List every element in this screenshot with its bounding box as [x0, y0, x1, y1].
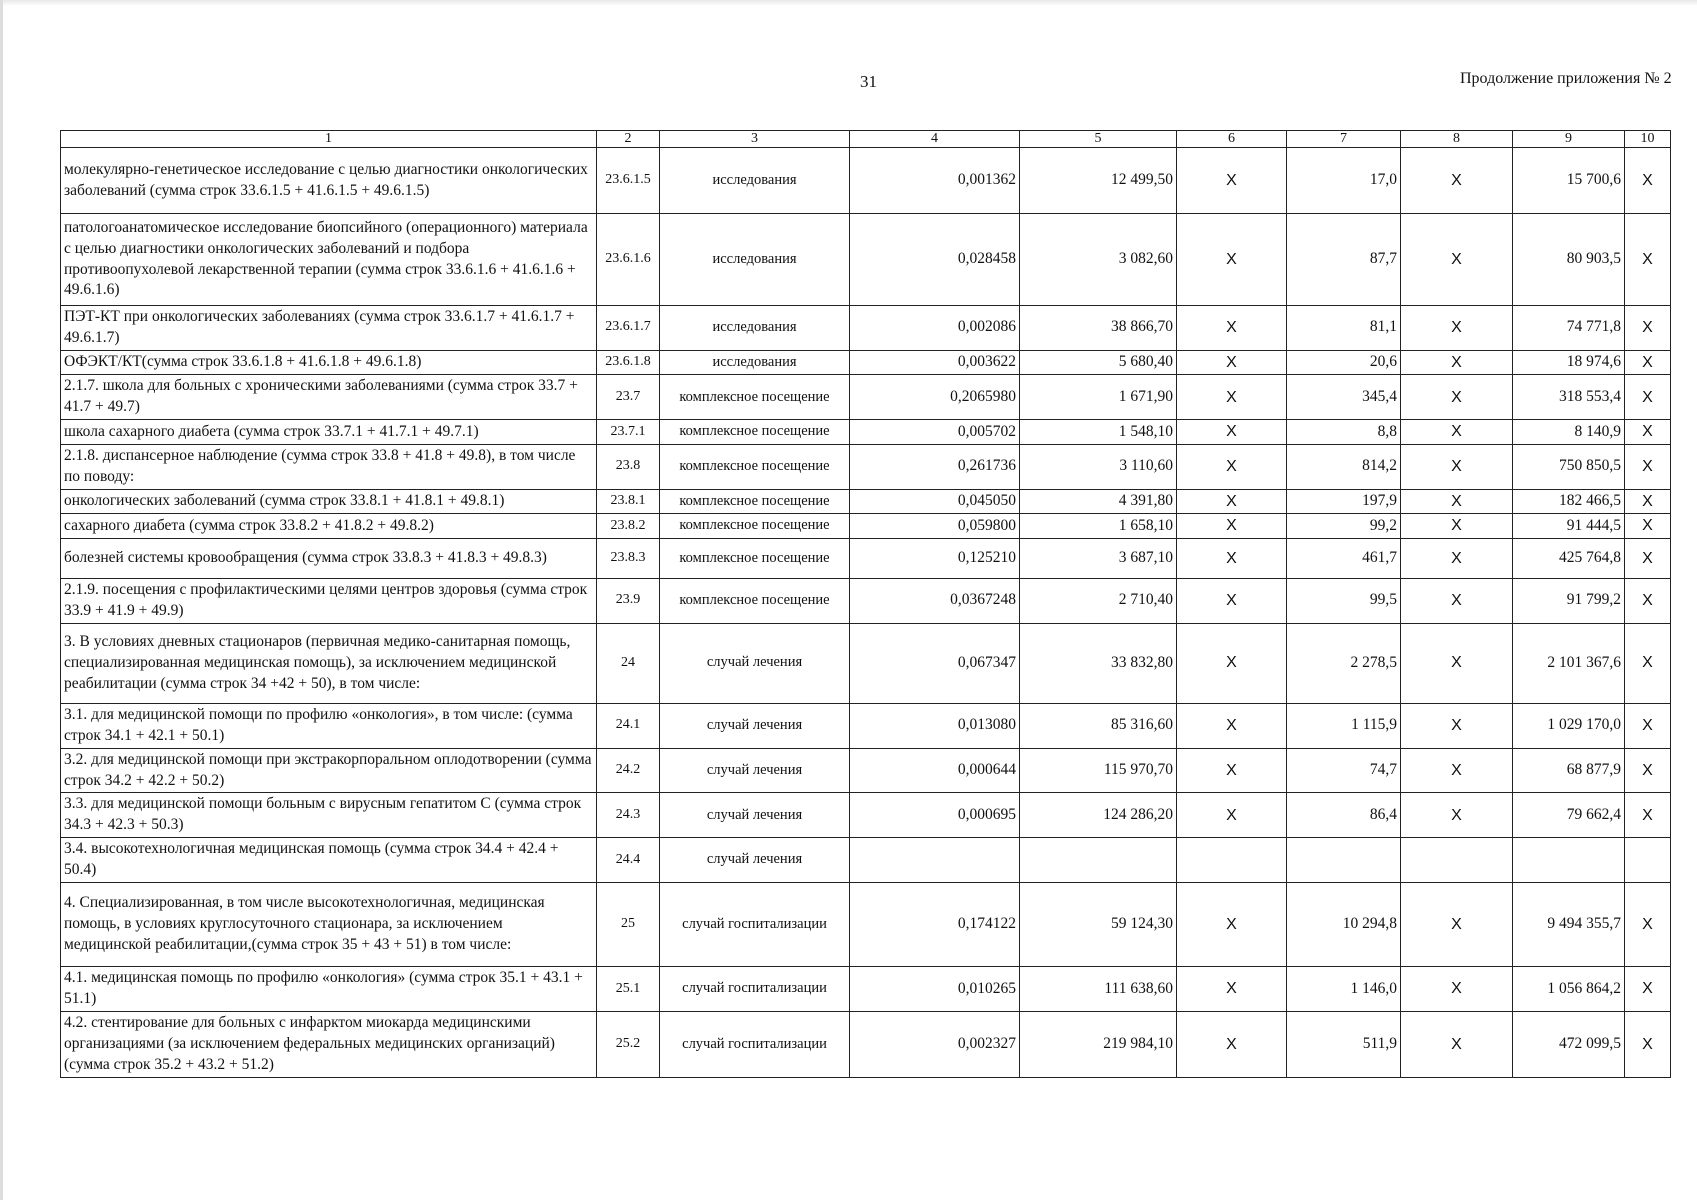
cell-c5: [1020, 838, 1177, 883]
table-row: [61, 306, 1671, 351]
cell-c4: 0,002086: [850, 306, 1020, 351]
cell-c6: X: [1177, 350, 1287, 375]
cell-c8: X: [1401, 489, 1513, 514]
cell-c8: X: [1401, 420, 1513, 445]
cell-c1: 3.1. для медицинской помощи по профилю «онкология», в том числе: (сумма строк 34.1 + 42.1 + 50.1): [61, 703, 597, 748]
cell-c1: 3. В условиях дневных стационаров (первичная медико-санитарная помощь, специализированная медицинская помощь), за исключением медицинской реабилитации (сумма строк 34 +42 + 50), в том числе:: [61, 623, 597, 703]
cell-c1: 4.2. стентирование для больных с инфарктом миокарда медицинскими организациями (за исключением федеральных медицинских организаций) (сумма строк 35.2 + 43.2 + 51.2): [61, 1011, 597, 1077]
cell-c8: X: [1401, 375, 1513, 420]
table-row: [61, 350, 1671, 375]
cell-c5: 38 866,70: [1020, 306, 1177, 351]
cell-c2: 23.8.3: [597, 538, 660, 578]
header-row: [61, 131, 1671, 148]
cell-c10: X: [1625, 375, 1671, 420]
cell-c6: X: [1177, 420, 1287, 445]
cell-c1: болезней системы кровообращения (сумма строк 33.8.3 + 41.8.3 + 49.8.3): [61, 538, 597, 578]
cell-c5: 124 286,20: [1020, 793, 1177, 838]
cell-c4: 0,261736: [850, 444, 1020, 489]
cell-c4: 0,2065980: [850, 375, 1020, 420]
cell-c7: 86,4: [1287, 793, 1401, 838]
cell-c3: случай лечения: [660, 838, 850, 883]
cell-c9: 1 056 864,2: [1513, 967, 1625, 1012]
cell-c10: [1625, 838, 1671, 883]
cell-c4: 0,010265: [850, 967, 1020, 1012]
table-row: [61, 489, 1671, 514]
cell-c10: X: [1625, 703, 1671, 748]
cell-c4: 0,045050: [850, 489, 1020, 514]
table-row: [61, 703, 1671, 748]
cell-c3: исследования: [660, 350, 850, 375]
cell-c5: 59 124,30: [1020, 883, 1177, 967]
column-header-3: 3: [660, 131, 850, 148]
cell-c7: 74,7: [1287, 748, 1401, 793]
cell-c3: комплексное посещение: [660, 538, 850, 578]
cell-c3: исследования: [660, 214, 850, 306]
cell-c1: 3.2. для медицинской помощи при экстракорпоральном оплодотворении (сумма строк 34.2 + 42.2 + 50.2): [61, 748, 597, 793]
cell-c6: X: [1177, 703, 1287, 748]
cell-c10: X: [1625, 967, 1671, 1012]
cell-c5: 33 832,80: [1020, 623, 1177, 703]
cell-c2: 24.3: [597, 793, 660, 838]
cell-c5: 3 082,60: [1020, 214, 1177, 306]
cell-c8: [1401, 838, 1513, 883]
cell-c6: X: [1177, 538, 1287, 578]
cell-c1: онкологических заболеваний (сумма строк 33.8.1 + 41.8.1 + 49.8.1): [61, 489, 597, 514]
cell-c7: 10 294,8: [1287, 883, 1401, 967]
cell-c2: 23.7: [597, 375, 660, 420]
column-header-4: 4: [850, 131, 1020, 148]
cell-c4: 0,174122: [850, 883, 1020, 967]
cell-c5: 3 687,10: [1020, 538, 1177, 578]
cell-c10: X: [1625, 1011, 1671, 1077]
cell-c2: 23.6.1.8: [597, 350, 660, 375]
cell-c8: X: [1401, 350, 1513, 375]
table-row: [61, 514, 1671, 539]
cell-c1: патологоанатомическое исследование биопсийного (операционного) материала с целью диагностики онкологических заболеваний и подбора противоопухолевой лекарственной терапии (сумма строк 33.6.1.6 + 41.6.1.6 + 49.6.1.6): [61, 214, 597, 306]
data-table: [60, 130, 1671, 1078]
cell-c3: случай госпитализации: [660, 883, 850, 967]
cell-c2: 23.7.1: [597, 420, 660, 445]
cell-c2: 23.8.2: [597, 514, 660, 539]
cell-c2: 23.9: [597, 578, 660, 623]
cell-c2: 24: [597, 623, 660, 703]
cell-c8: X: [1401, 214, 1513, 306]
cell-c2: 23.6.1.6: [597, 214, 660, 306]
cell-c3: случай лечения: [660, 793, 850, 838]
cell-c5: 12 499,50: [1020, 148, 1177, 214]
cell-c7: 2 278,5: [1287, 623, 1401, 703]
cell-c3: комплексное посещение: [660, 444, 850, 489]
cell-c3: случай госпитализации: [660, 967, 850, 1012]
cell-c3: комплексное посещение: [660, 489, 850, 514]
cell-c9: 74 771,8: [1513, 306, 1625, 351]
cell-c10: X: [1625, 623, 1671, 703]
cell-c4: 0,067347: [850, 623, 1020, 703]
cell-c1: 4.1. медицинская помощь по профилю «онкология» (сумма строк 35.1 + 43.1 + 51.1): [61, 967, 597, 1012]
cell-c3: комплексное посещение: [660, 514, 850, 539]
cell-c6: X: [1177, 306, 1287, 351]
cell-c4: 0,003622: [850, 350, 1020, 375]
cell-c1: 2.1.9. посещения с профилактическими целями центров здоровья (сумма строк 33.9 + 41.9 + 49.9): [61, 578, 597, 623]
cell-c7: 99,5: [1287, 578, 1401, 623]
cell-c5: 4 391,80: [1020, 489, 1177, 514]
column-header-8: 8: [1401, 131, 1513, 148]
column-header-7: 7: [1287, 131, 1401, 148]
cell-c4: 0,001362: [850, 148, 1020, 214]
cell-c2: 23.8.1: [597, 489, 660, 514]
table-row: [61, 578, 1671, 623]
cell-c10: X: [1625, 793, 1671, 838]
cell-c7: 87,7: [1287, 214, 1401, 306]
cell-c8: X: [1401, 306, 1513, 351]
column-header-5: 5: [1020, 131, 1177, 148]
table-row: [61, 538, 1671, 578]
cell-c9: 425 764,8: [1513, 538, 1625, 578]
cell-c2: 23.8: [597, 444, 660, 489]
cell-c7: 20,6: [1287, 350, 1401, 375]
cell-c7: 1 115,9: [1287, 703, 1401, 748]
cell-c7: 461,7: [1287, 538, 1401, 578]
column-header-2: 2: [597, 131, 660, 148]
cell-c6: X: [1177, 967, 1287, 1012]
cell-c9: 1 029 170,0: [1513, 703, 1625, 748]
scan-edge-top: [0, 0, 1697, 6]
cell-c5: 1 658,10: [1020, 514, 1177, 539]
cell-c3: случай лечения: [660, 703, 850, 748]
cell-c9: 472 099,5: [1513, 1011, 1625, 1077]
cell-c8: X: [1401, 148, 1513, 214]
cell-c8: X: [1401, 748, 1513, 793]
cell-c5: 111 638,60: [1020, 967, 1177, 1012]
table-row: [61, 214, 1671, 306]
column-header-6: 6: [1177, 131, 1287, 148]
cell-c9: 182 466,5: [1513, 489, 1625, 514]
scan-edge-left: [0, 0, 3, 1200]
cell-c4: 0,0367248: [850, 578, 1020, 623]
cell-c10: X: [1625, 148, 1671, 214]
cell-c6: X: [1177, 578, 1287, 623]
cell-c9: 8 140,9: [1513, 420, 1625, 445]
table-row: [61, 375, 1671, 420]
cell-c8: X: [1401, 703, 1513, 748]
cell-c9: 91 799,2: [1513, 578, 1625, 623]
cell-c7: 511,9: [1287, 1011, 1401, 1077]
cell-c5: 5 680,40: [1020, 350, 1177, 375]
cell-c2: 25: [597, 883, 660, 967]
cell-c4: 0,000695: [850, 793, 1020, 838]
cell-c9: 80 903,5: [1513, 214, 1625, 306]
cell-c3: случай лечения: [660, 748, 850, 793]
cell-c2: 25.2: [597, 1011, 660, 1077]
cell-c9: 91 444,5: [1513, 514, 1625, 539]
cell-c5: 85 316,60: [1020, 703, 1177, 748]
page-number: 31: [860, 72, 877, 91]
cell-c7: [1287, 838, 1401, 883]
table-row: [61, 148, 1671, 214]
cell-c4: 0,000644: [850, 748, 1020, 793]
cell-c1: 4. Специализированная, в том числе высокотехнологичная, медицинская помощь, в условиях круглосуточного стационара, за исключением медицинской реабилитации,(сумма строк 35 + 43 + 51) в том числе:: [61, 883, 597, 967]
cell-c9: 68 877,9: [1513, 748, 1625, 793]
cell-c9: 18 974,6: [1513, 350, 1625, 375]
cell-c3: случай лечения: [660, 623, 850, 703]
cell-c4: 0,125210: [850, 538, 1020, 578]
cell-c6: X: [1177, 489, 1287, 514]
cell-c4: 0,002327: [850, 1011, 1020, 1077]
cell-c7: 81,1: [1287, 306, 1401, 351]
cell-c8: X: [1401, 538, 1513, 578]
cell-c8: X: [1401, 1011, 1513, 1077]
cell-c5: 3 110,60: [1020, 444, 1177, 489]
cell-c2: 24.1: [597, 703, 660, 748]
cell-c6: X: [1177, 444, 1287, 489]
cell-c4: [850, 838, 1020, 883]
table-row: [61, 444, 1671, 489]
table-row: [61, 748, 1671, 793]
cell-c6: X: [1177, 883, 1287, 967]
cell-c8: X: [1401, 883, 1513, 967]
cell-c9: 750 850,5: [1513, 444, 1625, 489]
cell-c8: X: [1401, 623, 1513, 703]
cell-c10: X: [1625, 883, 1671, 967]
cell-c1: 2.1.8. диспансерное наблюдение (сумма строк 33.8 + 41.8 + 49.8), в том числе по поводу:: [61, 444, 597, 489]
cell-c10: X: [1625, 538, 1671, 578]
cell-c8: X: [1401, 514, 1513, 539]
table-row: [61, 420, 1671, 445]
cell-c9: 2 101 367,6: [1513, 623, 1625, 703]
cell-c5: 1 548,10: [1020, 420, 1177, 445]
cell-c10: X: [1625, 444, 1671, 489]
cell-c4: 0,013080: [850, 703, 1020, 748]
column-header-1: 1: [61, 131, 597, 148]
table-body: [61, 148, 1671, 1078]
cell-c8: X: [1401, 444, 1513, 489]
cell-c1: 3.3. для медицинской помощи больным с вирусным гепатитом С (сумма строк 34.3 + 42.3 + 50.3): [61, 793, 597, 838]
cell-c6: X: [1177, 375, 1287, 420]
cell-c1: ОФЭКТ/КТ(сумма строк 33.6.1.8 + 41.6.1.8 + 49.6.1.8): [61, 350, 597, 375]
cell-c3: комплексное посещение: [660, 578, 850, 623]
cell-c9: 318 553,4: [1513, 375, 1625, 420]
cell-c9: 9 494 355,7: [1513, 883, 1625, 967]
cell-c9: [1513, 838, 1625, 883]
column-header-10: 10: [1625, 131, 1671, 148]
cell-c4: 0,028458: [850, 214, 1020, 306]
cell-c3: исследования: [660, 306, 850, 351]
cell-c7: 345,4: [1287, 375, 1401, 420]
cell-c1: сахарного диабета (сумма строк 33.8.2 + 41.8.2 + 49.8.2): [61, 514, 597, 539]
column-header-9: 9: [1513, 131, 1625, 148]
cell-c7: 17,0: [1287, 148, 1401, 214]
cell-c6: [1177, 838, 1287, 883]
cell-c6: X: [1177, 214, 1287, 306]
cell-c1: 2.1.7. школа для больных с хроническими заболеваниями (сумма строк 33.7 + 41.7 + 49.7): [61, 375, 597, 420]
cell-c1: школа сахарного диабета (сумма строк 33.7.1 + 41.7.1 + 49.7.1): [61, 420, 597, 445]
cell-c1: ПЭТ-КТ при онкологических заболеваниях (сумма строк 33.6.1.7 + 41.6.1.7 + 49.6.1.7): [61, 306, 597, 351]
cell-c8: X: [1401, 578, 1513, 623]
cell-c10: X: [1625, 489, 1671, 514]
table-row: [61, 1011, 1671, 1077]
cell-c3: комплексное посещение: [660, 420, 850, 445]
cell-c2: 23.6.1.5: [597, 148, 660, 214]
table-row: [61, 793, 1671, 838]
cell-c7: 99,2: [1287, 514, 1401, 539]
cell-c3: исследования: [660, 148, 850, 214]
cell-c7: 8,8: [1287, 420, 1401, 445]
cell-c10: X: [1625, 306, 1671, 351]
cell-c2: 25.1: [597, 967, 660, 1012]
cell-c3: случай госпитализации: [660, 1011, 850, 1077]
cell-c2: 24.2: [597, 748, 660, 793]
cell-c4: 0,059800: [850, 514, 1020, 539]
cell-c5: 115 970,70: [1020, 748, 1177, 793]
cell-c5: 219 984,10: [1020, 1011, 1177, 1077]
cell-c10: X: [1625, 578, 1671, 623]
table-row: [61, 883, 1671, 967]
cell-c10: X: [1625, 748, 1671, 793]
cell-c5: 2 710,40: [1020, 578, 1177, 623]
table-row: [61, 623, 1671, 703]
cell-c10: X: [1625, 420, 1671, 445]
cell-c7: 814,2: [1287, 444, 1401, 489]
cell-c9: 79 662,4: [1513, 793, 1625, 838]
cell-c5: 1 671,90: [1020, 375, 1177, 420]
cell-c8: X: [1401, 793, 1513, 838]
table-row: [61, 838, 1671, 883]
continuation-note: Продолжение приложения № 2: [1460, 70, 1672, 87]
cell-c6: X: [1177, 623, 1287, 703]
cell-c10: X: [1625, 214, 1671, 306]
cell-c8: X: [1401, 967, 1513, 1012]
cell-c3: комплексное посещение: [660, 375, 850, 420]
cell-c6: X: [1177, 748, 1287, 793]
cell-c6: X: [1177, 514, 1287, 539]
cell-c1: молекулярно-генетическое исследование с целью диагностики онкологических заболеваний (сумма строк 33.6.1.5 + 41.6.1.5 + 49.6.1.5): [61, 148, 597, 214]
cell-c9: 15 700,6: [1513, 148, 1625, 214]
cell-c10: X: [1625, 514, 1671, 539]
cell-c4: 0,005702: [850, 420, 1020, 445]
cell-c1: 3.4. высокотехнологичная медицинская помощь (сумма строк 34.4 + 42.4 + 50.4): [61, 838, 597, 883]
cell-c6: X: [1177, 1011, 1287, 1077]
table-row: [61, 967, 1671, 1012]
cell-c7: 197,9: [1287, 489, 1401, 514]
cell-c10: X: [1625, 350, 1671, 375]
cell-c7: 1 146,0: [1287, 967, 1401, 1012]
cell-c2: 23.6.1.7: [597, 306, 660, 351]
cell-c6: X: [1177, 148, 1287, 214]
cell-c6: X: [1177, 793, 1287, 838]
cell-c2: 24.4: [597, 838, 660, 883]
